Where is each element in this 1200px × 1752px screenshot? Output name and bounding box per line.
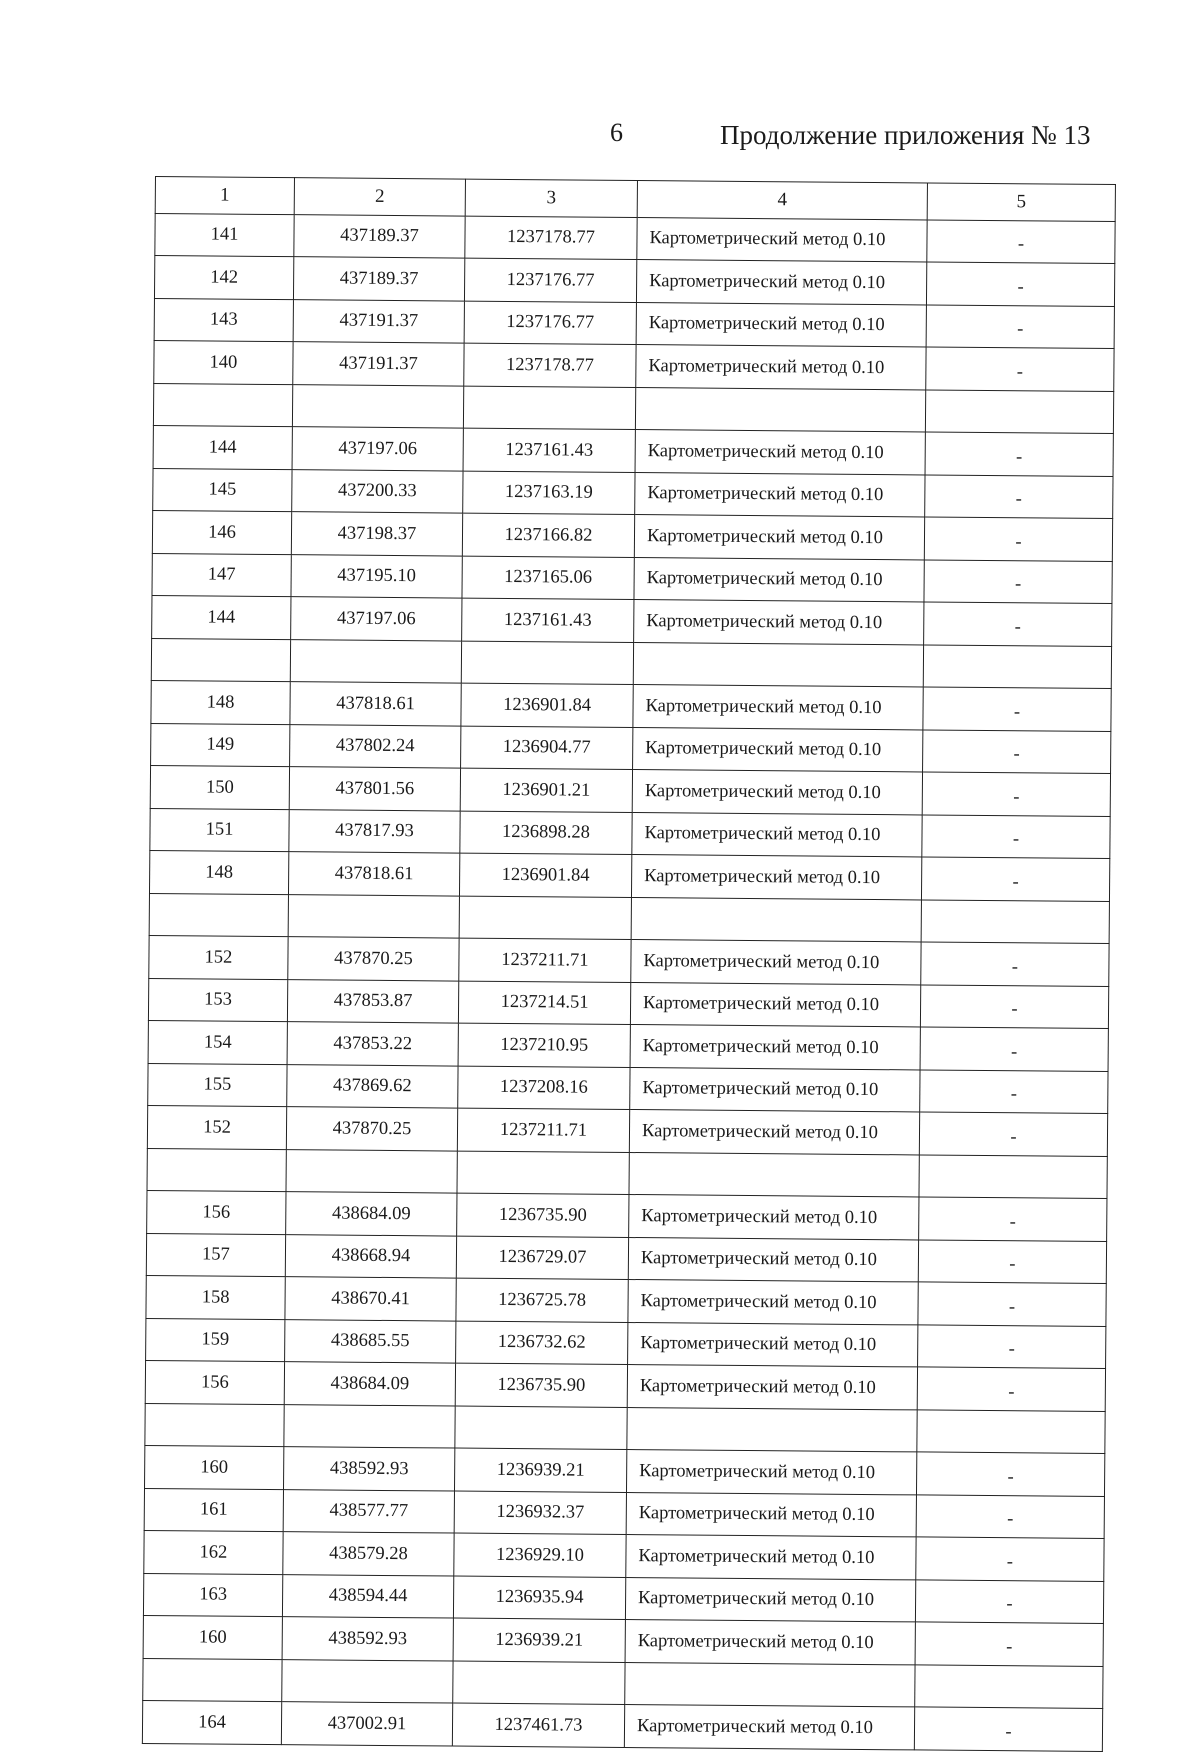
x-coordinate-cell: 437002.91 (281, 1702, 452, 1746)
y-coordinate-cell (455, 1406, 627, 1450)
point-number-cell: 140 (154, 340, 293, 384)
point-number-cell: 151 (150, 808, 289, 852)
y-coordinate-cell: 1236901.84 (459, 853, 631, 897)
x-coordinate-cell: 438579.28 (283, 1532, 454, 1576)
method-cell: Картометрический метод 0.10 (629, 1195, 919, 1240)
y-coordinate-cell: 1237210.95 (458, 1023, 630, 1067)
point-number-cell: 164 (142, 1700, 281, 1744)
y-coordinate-cell: 1236939.21 (453, 1618, 625, 1662)
description-cell: - (926, 347, 1114, 391)
x-coordinate-cell (286, 1149, 457, 1193)
description-cell: - (924, 517, 1112, 561)
method-cell: Картометрический метод 0.10 (636, 345, 926, 390)
point-number-cell: 143 (154, 298, 293, 342)
point-number-cell: 148 (151, 680, 290, 724)
method-cell: Картометрический метод 0.10 (632, 770, 922, 815)
point-number-cell: 141 (155, 213, 294, 257)
y-coordinate-cell: 1237178.77 (464, 343, 636, 387)
description-cell: - (925, 474, 1113, 518)
x-coordinate-cell: 437870.25 (286, 1107, 457, 1151)
method-cell (625, 1662, 915, 1707)
point-number-cell: 146 (152, 510, 291, 554)
y-coordinate-cell: 1236735.90 (455, 1363, 627, 1407)
description-cell: - (924, 602, 1112, 646)
x-coordinate-cell: 438670.41 (285, 1277, 456, 1321)
y-coordinate-cell: 1237208.16 (458, 1066, 630, 1110)
x-coordinate-cell: 437191.37 (293, 342, 464, 386)
description-cell: - (918, 1239, 1106, 1283)
method-cell (635, 387, 925, 432)
x-coordinate-cell: 438594.44 (282, 1574, 453, 1618)
x-coordinate-cell: 437197.06 (291, 597, 462, 641)
x-coordinate-cell: 437189.37 (294, 214, 465, 258)
description-cell: - (926, 262, 1114, 306)
point-number-cell (145, 1403, 284, 1447)
point-number-cell: 149 (151, 723, 290, 767)
y-coordinate-cell: 1237165.06 (462, 556, 634, 600)
y-coordinate-cell (459, 896, 631, 940)
x-coordinate-cell: 437801.56 (289, 767, 460, 811)
x-coordinate-cell: 437200.33 (292, 469, 463, 513)
column-header: 3 (465, 179, 637, 217)
y-coordinate-cell: 1236901.21 (460, 768, 632, 812)
method-cell (631, 897, 921, 942)
y-coordinate-cell: 1237161.43 (463, 428, 635, 472)
method-cell: Картометрический метод 0.10 (626, 1492, 916, 1537)
method-cell: Картометрический метод 0.10 (628, 1280, 918, 1325)
y-coordinate-cell: 1236732.62 (456, 1321, 628, 1365)
description-cell: - (923, 687, 1111, 731)
description-cell: - (918, 1324, 1106, 1368)
method-cell: Картометрический метод 0.10 (631, 855, 921, 900)
point-number-cell (143, 1658, 282, 1702)
point-number-cell: 158 (146, 1275, 285, 1319)
y-coordinate-cell: 1237161.43 (462, 598, 634, 642)
method-cell: Картометрический метод 0.10 (629, 1110, 919, 1155)
x-coordinate-cell: 438577.77 (283, 1489, 454, 1533)
point-number-cell: 148 (149, 850, 288, 894)
x-coordinate-cell: 438684.09 (286, 1192, 457, 1236)
y-coordinate-cell: 1236901.84 (461, 683, 633, 727)
method-cell: Картометрический метод 0.10 (630, 1025, 920, 1070)
x-coordinate-cell: 437198.37 (291, 512, 462, 556)
description-cell: - (922, 814, 1110, 858)
method-cell: Картометрический метод 0.10 (625, 1577, 915, 1622)
column-header: 5 (927, 183, 1115, 221)
point-number-cell: 142 (154, 256, 293, 300)
point-number-cell: 150 (150, 765, 289, 809)
description-cell: - (926, 304, 1114, 348)
description-cell: - (920, 1027, 1108, 1071)
x-coordinate-cell: 437870.25 (288, 937, 459, 981)
description-cell (919, 1154, 1107, 1198)
method-cell: Картометрический метод 0.10 (627, 1365, 917, 1410)
x-coordinate-cell: 437191.37 (293, 299, 464, 343)
method-cell: Картометрический метод 0.10 (634, 515, 924, 560)
x-coordinate-cell: 437853.87 (287, 979, 458, 1023)
y-coordinate-cell: 1236725.78 (456, 1278, 628, 1322)
method-cell: Картометрический метод 0.10 (634, 557, 924, 602)
point-number-cell: 147 (152, 553, 291, 597)
method-cell: Картометрический метод 0.10 (633, 685, 923, 730)
point-number-cell: 162 (144, 1530, 283, 1574)
method-cell: Картометрический метод 0.10 (628, 1322, 918, 1367)
description-cell: - (916, 1494, 1104, 1538)
point-number-cell: 144 (153, 425, 292, 469)
point-number-cell: 157 (146, 1233, 285, 1277)
page-title: Продолжение приложения № 13 (720, 120, 1091, 150)
y-coordinate-cell: 1237211.71 (459, 938, 631, 982)
description-cell: - (915, 1579, 1103, 1623)
x-coordinate-cell (292, 384, 463, 428)
y-coordinate-cell: 1237176.77 (464, 258, 636, 302)
method-cell: Картометрический метод 0.10 (635, 430, 925, 475)
y-coordinate-cell: 1237214.51 (458, 981, 630, 1025)
x-coordinate-cell (284, 1404, 455, 1448)
point-number-cell (147, 1148, 286, 1192)
y-coordinate-cell: 1236939.21 (454, 1448, 626, 1492)
point-number-cell: 152 (149, 935, 288, 979)
x-coordinate-cell (282, 1659, 453, 1703)
column-header: 4 (637, 181, 927, 220)
y-coordinate-cell: 1236898.28 (460, 811, 632, 855)
description-cell (917, 1409, 1105, 1453)
point-number-cell: 159 (146, 1318, 285, 1362)
column-header: 2 (294, 178, 465, 216)
y-coordinate-cell: 1237211.71 (457, 1108, 629, 1152)
description-cell (915, 1664, 1103, 1708)
method-cell: Картометрический метод 0.10 (626, 1534, 916, 1579)
description-cell: - (919, 1197, 1107, 1241)
x-coordinate-cell (290, 639, 461, 683)
method-cell: Картометрический метод 0.10 (630, 1067, 920, 1112)
y-coordinate-cell (453, 1661, 625, 1705)
x-coordinate-cell: 437195.10 (291, 554, 462, 598)
method-cell: Картометрический метод 0.10 (637, 217, 927, 262)
method-cell: Картометрический метод 0.10 (631, 940, 921, 985)
point-number-cell: 155 (148, 1063, 287, 1107)
method-cell: Картометрический метод 0.10 (633, 727, 923, 772)
point-number-cell: 161 (144, 1488, 283, 1532)
description-cell: - (925, 432, 1113, 476)
x-coordinate-cell (288, 894, 459, 938)
method-cell (629, 1152, 919, 1197)
method-cell: Картометрический метод 0.10 (624, 1704, 914, 1749)
x-coordinate-cell: 437818.61 (290, 682, 461, 726)
point-number-cell: 160 (145, 1445, 284, 1489)
x-coordinate-cell: 438684.09 (284, 1362, 455, 1406)
y-coordinate-cell: 1237178.77 (465, 216, 637, 260)
y-coordinate-cell: 1236929.10 (454, 1533, 626, 1577)
column-header: 1 (155, 177, 294, 215)
description-cell: - (923, 729, 1111, 773)
point-number-cell: 160 (143, 1615, 282, 1659)
y-coordinate-cell: 1236729.07 (456, 1236, 628, 1280)
y-coordinate-cell (463, 386, 635, 430)
point-number-cell: 156 (147, 1190, 286, 1234)
x-coordinate-cell: 437869.62 (287, 1064, 458, 1108)
point-number-cell: 152 (147, 1105, 286, 1149)
description-cell: - (927, 219, 1115, 263)
description-cell: - (919, 1112, 1107, 1156)
description-cell: - (916, 1452, 1104, 1496)
point-number-cell: 145 (153, 468, 292, 512)
y-coordinate-cell (461, 641, 633, 685)
point-number-cell (151, 638, 290, 682)
method-cell: Картометрический метод 0.10 (634, 600, 924, 645)
description-cell (921, 899, 1109, 943)
description-cell: - (922, 772, 1110, 816)
method-cell (627, 1407, 917, 1452)
x-coordinate-cell: 437802.24 (290, 724, 461, 768)
method-cell: Картометрический метод 0.10 (630, 982, 920, 1027)
description-cell: - (915, 1622, 1103, 1666)
y-coordinate-cell: 1237461.73 (452, 1703, 624, 1747)
coordinates-table (142, 176, 1116, 1751)
description-cell: - (918, 1282, 1106, 1326)
point-number-cell: 153 (148, 978, 287, 1022)
x-coordinate-cell: 437197.06 (292, 427, 463, 471)
description-cell (923, 644, 1111, 688)
description-cell: - (921, 942, 1109, 986)
point-number-cell: 144 (152, 595, 291, 639)
point-number-cell (153, 383, 292, 427)
y-coordinate-cell: 1237163.19 (463, 471, 635, 515)
y-coordinate-cell: 1237166.82 (462, 513, 634, 557)
table-body (142, 177, 1115, 1751)
description-cell: - (920, 1069, 1108, 1113)
x-coordinate-cell: 437853.22 (287, 1022, 458, 1066)
method-cell: Картометрический метод 0.10 (632, 812, 922, 857)
x-coordinate-cell: 438685.55 (285, 1319, 456, 1363)
method-cell: Картометрический метод 0.10 (635, 472, 925, 517)
y-coordinate-cell: 1236735.90 (457, 1193, 629, 1237)
description-cell: - (920, 984, 1108, 1028)
y-coordinate-cell: 1236904.77 (461, 726, 633, 770)
description-cell: - (914, 1707, 1102, 1751)
method-cell: Картометрический метод 0.10 (636, 302, 926, 347)
page-number: 6 (610, 118, 623, 147)
method-cell: Картометрический метод 0.10 (625, 1619, 915, 1664)
x-coordinate-cell: 438668.94 (285, 1234, 456, 1278)
method-cell: Картометрический метод 0.10 (636, 260, 926, 305)
description-cell: - (924, 559, 1112, 603)
x-coordinate-cell: 438592.93 (284, 1447, 455, 1491)
method-cell: Картометрический метод 0.10 (628, 1237, 918, 1282)
x-coordinate-cell: 438592.93 (282, 1617, 453, 1661)
description-cell: - (921, 857, 1109, 901)
method-cell (633, 642, 923, 687)
x-coordinate-cell: 437817.93 (289, 809, 460, 853)
table-row (142, 1700, 1102, 1751)
x-coordinate-cell: 437818.61 (288, 852, 459, 896)
point-number-cell: 156 (145, 1360, 284, 1404)
y-coordinate-cell (457, 1151, 629, 1195)
description-cell: - (917, 1367, 1105, 1411)
y-coordinate-cell: 1237176.77 (464, 301, 636, 345)
y-coordinate-cell: 1236935.94 (453, 1576, 625, 1620)
y-coordinate-cell: 1236932.37 (454, 1491, 626, 1535)
description-cell: - (916, 1537, 1104, 1581)
point-number-cell (149, 893, 288, 937)
point-number-cell: 163 (143, 1573, 282, 1617)
description-cell (925, 389, 1113, 433)
point-number-cell: 154 (148, 1020, 287, 1064)
x-coordinate-cell: 437189.37 (293, 257, 464, 301)
method-cell: Картометрический метод 0.10 (626, 1449, 916, 1494)
